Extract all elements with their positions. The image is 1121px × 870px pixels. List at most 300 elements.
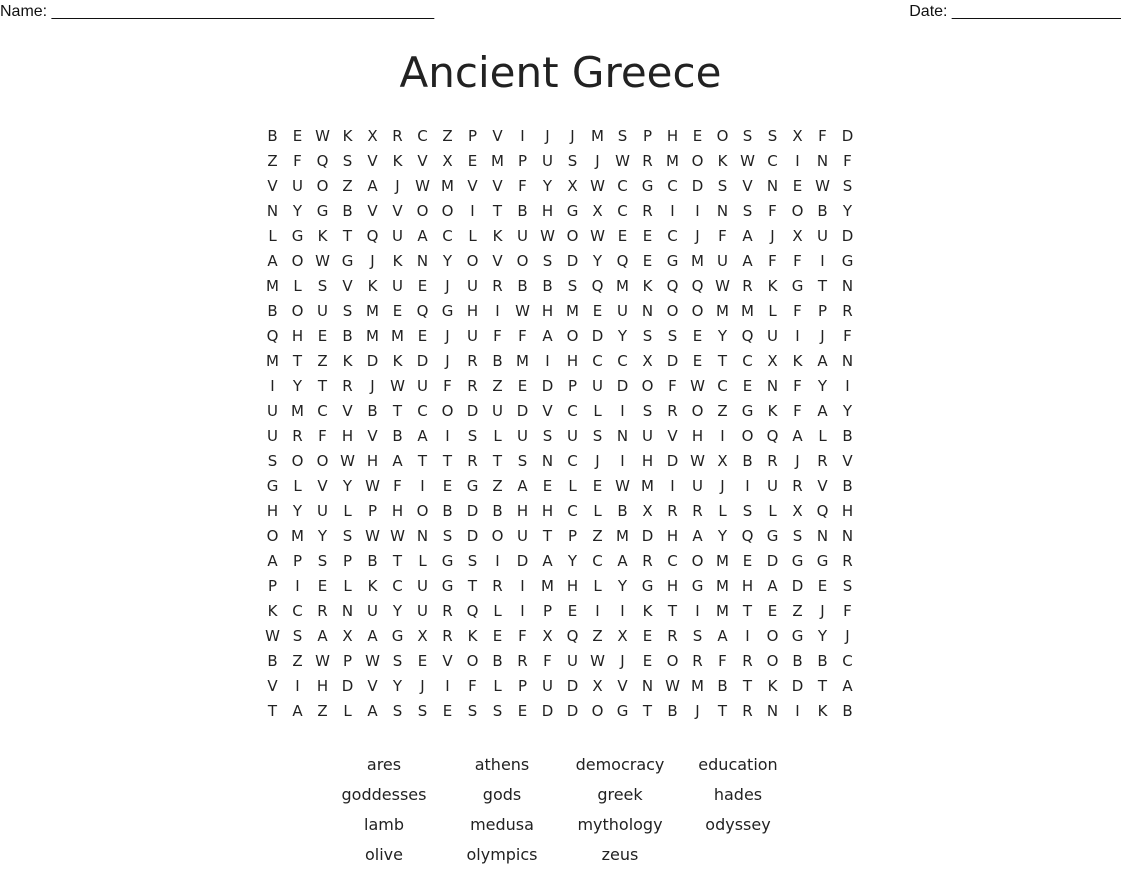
grid-letter: C: [592, 552, 603, 570]
grid-letter: G: [441, 552, 454, 570]
grid-letter: U: [567, 652, 578, 670]
grid-letter: T: [342, 227, 353, 245]
grid-letter: L: [268, 227, 277, 245]
grid-letter: O: [316, 452, 329, 470]
grid-letter: W: [590, 227, 605, 245]
grid-letter: D: [841, 227, 854, 245]
grid-letter: R: [692, 502, 703, 520]
grid-letter: B: [342, 202, 353, 220]
grid-letter: Q: [266, 327, 279, 345]
grid-letter: B: [517, 277, 528, 295]
grid-letter: Q: [741, 327, 754, 345]
grid-letter: D: [541, 377, 554, 395]
grid-letter: A: [417, 227, 428, 245]
grid-letter: R: [742, 652, 753, 670]
grid-letter: U: [267, 402, 278, 420]
grid-letter: S: [742, 127, 753, 145]
grid-letter: G: [616, 702, 629, 720]
grid-letter: W: [390, 527, 405, 545]
grid-letter: S: [567, 277, 578, 295]
grid-letter: A: [542, 552, 553, 570]
grid-letter: M: [716, 577, 729, 595]
grid-letter: Q: [416, 302, 429, 320]
grid-letter: E: [317, 577, 328, 595]
grid-letter: J: [570, 127, 575, 145]
grid-letter: U: [467, 327, 478, 345]
grid-letter: D: [641, 527, 654, 545]
grid-letter: V: [492, 127, 503, 145]
grid-letter: D: [566, 702, 579, 720]
grid-letter: A: [817, 352, 828, 370]
grid-letter: F: [768, 252, 777, 270]
grid-letter: S: [567, 152, 578, 170]
grid-letter: X: [367, 127, 378, 145]
grid-letter: O: [466, 252, 479, 270]
grid-letter: V: [367, 202, 378, 220]
grid-letter: X: [417, 627, 428, 645]
grid-letter: C: [567, 402, 578, 420]
grid-letter: Z: [317, 702, 328, 720]
grid-letter: M: [691, 252, 704, 270]
word-bank-item: gods: [482, 785, 522, 804]
grid-letter: U: [417, 577, 428, 595]
grid-letter: I: [620, 602, 625, 620]
grid-letter: O: [716, 127, 729, 145]
grid-letter: R: [792, 477, 803, 495]
grid-letter: O: [466, 652, 479, 670]
grid-letter: Q: [816, 502, 829, 520]
grid-letter: H: [291, 327, 304, 345]
grid-letter: N: [541, 452, 554, 470]
grid-letter: L: [818, 427, 827, 445]
grid-letter: A: [517, 477, 528, 495]
grid-letter: E: [417, 277, 428, 295]
grid-row: [260, 574, 860, 599]
grid-row: [260, 474, 860, 499]
grid-letter: A: [717, 627, 728, 645]
grid-letter: K: [642, 277, 653, 295]
grid-letter: U: [492, 402, 503, 420]
grid-row: [260, 274, 860, 299]
grid-letter: Y: [842, 202, 853, 220]
grid-letter: E: [417, 652, 428, 670]
grid-letter: W: [315, 652, 330, 670]
grid-letter: U: [267, 427, 278, 445]
grid-row: [260, 674, 860, 699]
grid-letter: K: [317, 227, 328, 245]
grid-letter: J: [820, 602, 825, 620]
grid-letter: J: [695, 227, 700, 245]
grid-letter: Q: [766, 427, 779, 445]
grid-letter: K: [642, 602, 653, 620]
grid-letter: A: [392, 452, 403, 470]
grid-letter: I: [695, 202, 700, 220]
grid-letter: M: [291, 527, 304, 545]
grid-letter: R: [467, 352, 478, 370]
grid-letter: Y: [817, 377, 828, 395]
grid-letter: Z: [592, 527, 603, 545]
grid-row: [260, 374, 860, 399]
grid-letter: U: [817, 227, 828, 245]
grid-letter: N: [266, 202, 279, 220]
page-title: Ancient Greece: [399, 48, 722, 97]
grid-letter: C: [417, 127, 428, 145]
grid-letter: H: [366, 452, 379, 470]
word-bank-item: zeus: [601, 845, 639, 864]
grid-letter: J: [795, 452, 800, 470]
grid-letter: R: [817, 452, 828, 470]
grid-letter: C: [417, 402, 428, 420]
grid-letter: J: [445, 327, 450, 345]
grid-letter: X: [617, 627, 628, 645]
grid-letter: K: [817, 702, 828, 720]
grid-letter: M: [716, 552, 729, 570]
grid-letter: W: [315, 252, 330, 270]
grid-letter: M: [666, 152, 679, 170]
grid-letter: D: [516, 402, 529, 420]
word-bank-item: olive: [365, 845, 403, 864]
grid-letter: Y: [717, 527, 728, 545]
grid-letter: B: [617, 502, 628, 520]
grid-letter: F: [518, 627, 527, 645]
grid-letter: I: [620, 402, 625, 420]
grid-letter: P: [642, 127, 653, 145]
grid-letter: A: [842, 677, 853, 695]
grid-letter: X: [342, 627, 353, 645]
grid-letter: V: [367, 677, 378, 695]
grid-letter: S: [542, 252, 553, 270]
grid-letter: Y: [542, 177, 553, 195]
grid-letter: M: [491, 152, 504, 170]
grid-letter: N: [766, 177, 779, 195]
grid-letter: J: [445, 352, 450, 370]
grid-letter: S: [742, 502, 753, 520]
grid-letter: G: [816, 552, 829, 570]
grid-letter: S: [467, 427, 478, 445]
grid-letter: S: [792, 527, 803, 545]
grid-letter: D: [366, 352, 379, 370]
grid-letter: W: [540, 227, 555, 245]
grid-letter: W: [615, 152, 630, 170]
grid-row: [260, 699, 860, 724]
grid-letter: H: [666, 127, 679, 145]
grid-letter: A: [292, 702, 303, 720]
grid-letter: Q: [366, 227, 379, 245]
grid-letter: E: [642, 252, 653, 270]
grid-letter: E: [742, 377, 753, 395]
grid-letter: A: [267, 252, 278, 270]
grid-letter: Q: [666, 277, 679, 295]
grid-letter: L: [293, 277, 302, 295]
grid-letter: J: [545, 127, 550, 145]
grid-letter: R: [642, 202, 653, 220]
grid-letter: C: [667, 177, 678, 195]
grid-letter: I: [470, 202, 475, 220]
grid-letter: B: [492, 352, 503, 370]
grid-letter: K: [267, 602, 278, 620]
grid-letter: B: [492, 502, 503, 520]
grid-letter: E: [692, 127, 703, 145]
grid-letter: O: [516, 252, 529, 270]
word-bank-item: goddesses: [341, 785, 427, 804]
grid-letter: S: [842, 577, 853, 595]
grid-letter: I: [545, 352, 550, 370]
grid-letter: A: [742, 227, 753, 245]
grid-letter: W: [515, 302, 530, 320]
grid-letter: J: [420, 677, 425, 695]
grid-letter: K: [392, 252, 403, 270]
grid-letter: T: [542, 527, 553, 545]
grid-letter: E: [292, 127, 303, 145]
grid-letter: Z: [292, 652, 303, 670]
grid-letter: M: [616, 277, 629, 295]
grid-letter: B: [517, 202, 528, 220]
grid-letter: F: [293, 152, 302, 170]
grid-letter: L: [343, 702, 352, 720]
grid-row: [260, 299, 860, 324]
grid-letter: N: [716, 202, 729, 220]
grid-letter: C: [292, 602, 303, 620]
grid-letter: J: [720, 477, 725, 495]
grid-letter: T: [417, 452, 428, 470]
grid-letter: R: [642, 152, 653, 170]
grid-letter: Y: [817, 627, 828, 645]
grid-letter: N: [816, 527, 829, 545]
word-bank-item: athens: [474, 755, 530, 774]
grid-letter: I: [670, 477, 675, 495]
grid-letter: O: [416, 502, 429, 520]
grid-letter: U: [392, 277, 403, 295]
grid-letter: L: [768, 302, 777, 320]
name-field[interactable]: Name: ___________________________________________: [0, 3, 435, 20]
grid-letter: J: [770, 227, 775, 245]
grid-letter: T: [292, 352, 303, 370]
grid-letter: I: [295, 577, 300, 595]
grid-row: [260, 499, 860, 524]
grid-letter: S: [742, 202, 753, 220]
grid-letter: E: [442, 477, 453, 495]
grid-letter: K: [367, 277, 378, 295]
grid-letter: O: [766, 652, 779, 670]
grid-letter: M: [741, 302, 754, 320]
word-bank-item: medusa: [470, 815, 534, 834]
grid-letter: C: [567, 502, 578, 520]
grid-letter: E: [767, 602, 778, 620]
grid-letter: S: [392, 652, 403, 670]
grid-letter: S: [342, 152, 353, 170]
grid-letter: O: [591, 702, 604, 720]
grid-letter: B: [342, 327, 353, 345]
grid-letter: Z: [717, 402, 728, 420]
grid-letter: D: [666, 352, 679, 370]
grid-letter: W: [690, 452, 705, 470]
grid-letter: C: [392, 577, 403, 595]
grid-letter: G: [841, 252, 854, 270]
grid-letter: U: [617, 302, 628, 320]
grid-letter: I: [520, 602, 525, 620]
grid-letter: S: [542, 427, 553, 445]
grid-letter: E: [792, 177, 803, 195]
grid-letter: R: [767, 452, 778, 470]
grid-letter: W: [365, 652, 380, 670]
grid-letter: K: [392, 352, 403, 370]
grid-letter: U: [642, 427, 653, 445]
grid-letter: V: [342, 402, 353, 420]
grid-letter: S: [442, 527, 453, 545]
grid-letter: M: [541, 577, 554, 595]
grid-letter: E: [442, 702, 453, 720]
grid-letter: O: [741, 427, 754, 445]
grid-letter: O: [416, 202, 429, 220]
grid-letter: Z: [792, 602, 803, 620]
grid-letter: N: [416, 527, 429, 545]
grid-letter: R: [742, 702, 753, 720]
grid-letter: V: [842, 452, 853, 470]
grid-letter: S: [342, 527, 353, 545]
grid-letter: A: [617, 552, 628, 570]
grid-letter: D: [466, 502, 479, 520]
grid-letter: W: [615, 477, 630, 495]
grid-row: [260, 199, 860, 224]
grid-letter: D: [341, 677, 354, 695]
grid-letter: Y: [842, 402, 853, 420]
grid-letter: F: [843, 327, 852, 345]
grid-letter: D: [766, 552, 779, 570]
date-field[interactable]: Date: ___________________: [909, 3, 1121, 20]
grid-letter: H: [541, 202, 554, 220]
grid-letter: D: [591, 327, 604, 345]
grid-letter: Y: [292, 377, 303, 395]
grid-letter: T: [467, 577, 478, 595]
grid-letter: J: [620, 652, 625, 670]
grid-letter: F: [543, 652, 552, 670]
grid-letter: H: [566, 577, 579, 595]
grid-letter: R: [642, 552, 653, 570]
grid-letter: F: [718, 652, 727, 670]
grid-letter: X: [717, 452, 728, 470]
grid-letter: V: [492, 252, 503, 270]
grid-letter: R: [442, 627, 453, 645]
grid-letter: M: [516, 352, 529, 370]
grid-letter: E: [692, 352, 703, 370]
grid-letter: X: [642, 352, 653, 370]
grid-letter: D: [691, 177, 704, 195]
grid-letter: I: [495, 302, 500, 320]
grid-letter: V: [267, 677, 278, 695]
grid-letter: W: [815, 177, 830, 195]
grid-letter: H: [691, 427, 704, 445]
grid-letter: M: [266, 352, 279, 370]
grid-letter: M: [566, 302, 579, 320]
grid-letter: I: [695, 602, 700, 620]
grid-letter: S: [667, 327, 678, 345]
grid-letter: A: [367, 702, 378, 720]
grid-letter: K: [367, 577, 378, 595]
grid-letter: H: [566, 352, 579, 370]
grid-letter: X: [792, 127, 803, 145]
grid-letter: I: [270, 377, 275, 395]
grid-letter: D: [416, 352, 429, 370]
grid-letter: R: [667, 402, 678, 420]
grid-letter: X: [792, 227, 803, 245]
grid-letter: B: [442, 502, 453, 520]
grid-row: [260, 449, 860, 474]
grid-letter: T: [742, 677, 753, 695]
grid-letter: Q: [691, 277, 704, 295]
grid-letter: Y: [292, 202, 303, 220]
grid-letter: H: [841, 502, 854, 520]
grid-letter: H: [666, 527, 679, 545]
grid-letter: V: [667, 427, 678, 445]
grid-letter: C: [617, 177, 628, 195]
grid-letter: T: [717, 702, 728, 720]
grid-letter: T: [667, 602, 678, 620]
grid-letter: Y: [617, 327, 628, 345]
grid-letter: O: [641, 377, 654, 395]
grid-letter: T: [492, 202, 503, 220]
word-bank-item: lamb: [364, 815, 404, 834]
grid-letter: A: [767, 577, 778, 595]
grid-letter: G: [641, 177, 654, 195]
grid-letter: Y: [717, 327, 728, 345]
grid-letter: X: [542, 627, 553, 645]
grid-letter: U: [317, 302, 328, 320]
grid-letter: J: [445, 277, 450, 295]
grid-letter: Y: [592, 252, 603, 270]
grid-letter: T: [317, 377, 328, 395]
grid-letter: F: [793, 377, 802, 395]
grid-letter: B: [842, 702, 853, 720]
grid-letter: O: [566, 327, 579, 345]
grid-letter: X: [442, 152, 453, 170]
grid-letter: W: [365, 527, 380, 545]
grid-letter: F: [818, 127, 827, 145]
grid-letter: U: [767, 327, 778, 345]
grid-letter: J: [370, 377, 375, 395]
grid-letter: T: [642, 702, 653, 720]
grid-letter: L: [493, 602, 502, 620]
grid-letter: F: [793, 402, 802, 420]
grid-letter: C: [667, 227, 678, 245]
grid-letter: M: [291, 402, 304, 420]
grid-letter: I: [670, 202, 675, 220]
grid-row: [260, 424, 860, 449]
grid-row: [260, 174, 860, 199]
grid-letter: G: [441, 577, 454, 595]
grid-letter: G: [666, 252, 679, 270]
grid-letter: P: [517, 677, 528, 695]
grid-letter: P: [367, 502, 378, 520]
grid-letter: O: [691, 402, 704, 420]
grid-letter: P: [267, 577, 278, 595]
grid-letter: L: [768, 502, 777, 520]
grid-letter: C: [742, 352, 753, 370]
grid-letter: L: [493, 677, 502, 695]
grid-letter: B: [667, 702, 678, 720]
grid-letter: N: [766, 377, 779, 395]
grid-letter: O: [291, 302, 304, 320]
grid-letter: C: [592, 352, 603, 370]
grid-letter: F: [443, 377, 452, 395]
grid-letter: U: [767, 477, 778, 495]
grid-letter: B: [792, 652, 803, 670]
grid-letter: H: [641, 452, 654, 470]
grid-letter: Y: [392, 602, 403, 620]
grid-letter: N: [841, 527, 854, 545]
grid-letter: E: [692, 327, 703, 345]
grid-letter: H: [541, 302, 554, 320]
grid-letter: U: [517, 427, 528, 445]
